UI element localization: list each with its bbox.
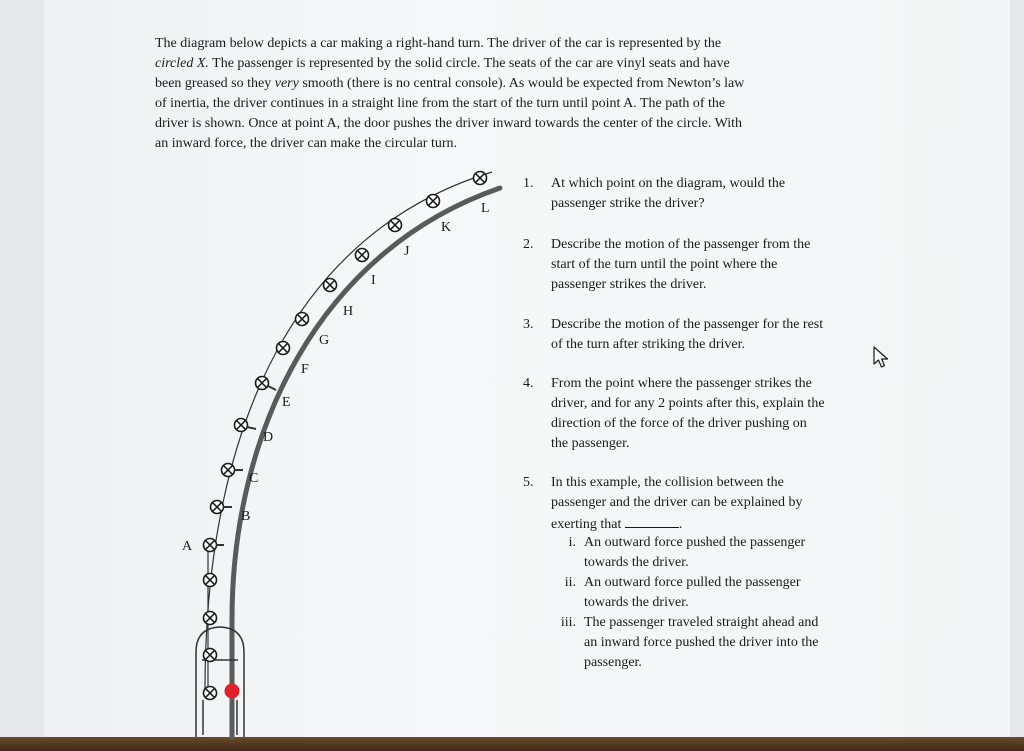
question-text: direction of the force of the driver pushing on xyxy=(551,416,807,431)
driver-l-icon xyxy=(474,172,487,185)
question-5-last-line xyxy=(551,513,803,535)
label-e: E xyxy=(282,395,291,410)
label-b: B xyxy=(241,509,251,524)
driver-h-icon xyxy=(324,279,337,292)
option-text: towards the driver. xyxy=(584,595,689,610)
driver-k-icon xyxy=(427,195,440,208)
intro-line-4: of inertia, the driver continues in a straight line from the start of the turn until point A. The path of the xyxy=(155,96,726,111)
question-number: 2. xyxy=(523,237,534,252)
option-text: towards the driver. xyxy=(584,555,689,570)
question-text: Describe the motion of the passenger from the xyxy=(551,237,811,252)
driver-icon xyxy=(204,649,217,662)
option-number: ii. xyxy=(564,575,576,590)
intro-line-3a: been greased so they xyxy=(155,76,275,91)
label-h: H xyxy=(343,304,354,319)
question-number: 1. xyxy=(523,176,534,191)
question-number: 4. xyxy=(523,376,534,391)
question-text: In this example, the collision between the xyxy=(551,475,784,490)
label-i: I xyxy=(371,273,376,288)
driver-j-icon xyxy=(389,219,402,232)
driver-icon xyxy=(204,612,217,625)
car-path xyxy=(232,188,500,737)
label-j: J xyxy=(404,244,410,259)
driver-e-icon xyxy=(256,377,269,390)
question-text: passenger strikes the driver. xyxy=(551,277,707,292)
question-text: start of the turn until the point where the xyxy=(551,257,778,272)
question-text: passenger and the driver can be explained by xyxy=(551,495,803,510)
passenger-dot xyxy=(225,684,240,699)
intro-circled-x: circled X. xyxy=(155,56,209,71)
option-text: The passenger traveled straight ahead and xyxy=(584,615,819,630)
question-text: exerting that xyxy=(551,517,622,532)
mouse-pointer-icon xyxy=(872,346,892,370)
intro-line-1: The diagram below depicts a car making a right-hand turn. The driver of the car is represented by the xyxy=(155,36,722,51)
option-text: an inward force pushed the driver into the xyxy=(584,635,819,650)
driver-g-icon xyxy=(296,313,309,326)
driver-f-icon xyxy=(277,342,290,355)
question-text: of the turn after striking the driver. xyxy=(551,337,745,352)
intro-line-6: an inward force, the driver can make the circular turn. xyxy=(155,136,458,151)
label-d: D xyxy=(263,430,274,445)
driver-d-icon xyxy=(235,419,248,432)
option-number: i. xyxy=(568,535,576,550)
driver-c-icon xyxy=(222,464,235,477)
question-text: driver, and for any 2 points after this, explain the xyxy=(551,396,825,411)
label-a: A xyxy=(182,539,193,554)
label-g: G xyxy=(319,333,330,348)
label-k: K xyxy=(441,220,452,235)
driver-start-icon xyxy=(204,687,217,700)
question-text: At which point on the diagram, would the xyxy=(551,176,786,191)
blank-suffix: . xyxy=(678,517,683,532)
question-text: the passenger. xyxy=(551,436,630,451)
question-number: 3. xyxy=(523,317,534,332)
answer-blank[interactable] xyxy=(625,513,679,528)
option-text: passenger. xyxy=(584,655,642,670)
outer-arc xyxy=(205,172,492,690)
intro-line-5: driver is shown. Once at point A, the door pushes the driver inward towards the center of the circle. With xyxy=(155,116,743,131)
option-number: iii. xyxy=(560,615,576,630)
label-l: L xyxy=(481,201,490,216)
car-outline xyxy=(196,627,244,737)
intro-very: very xyxy=(274,76,299,91)
option-text: An outward force pulled the passenger xyxy=(584,575,801,590)
driver-a-icon xyxy=(204,539,217,552)
question-text: passenger strike the driver? xyxy=(551,196,705,211)
label-c: C xyxy=(249,471,259,486)
question-text: From the point where the passenger strikes the xyxy=(551,376,812,391)
driver-i-icon xyxy=(356,249,369,262)
driver-icon xyxy=(204,574,217,587)
intro-line-2: The passenger is represented by the solid circle. The seats of the car are vinyl seats and have xyxy=(208,56,730,71)
driver-positions xyxy=(204,172,487,700)
driver-b-icon xyxy=(211,501,224,514)
option-text: An outward force pushed the passenger xyxy=(584,535,806,550)
question-number: 5. xyxy=(523,475,534,490)
question-text: Describe the motion of the passenger for the rest xyxy=(551,317,824,332)
intro-line-3b: smooth (there is no central console). As would be expected from Newton’s law xyxy=(298,76,745,91)
label-f: F xyxy=(301,362,309,377)
